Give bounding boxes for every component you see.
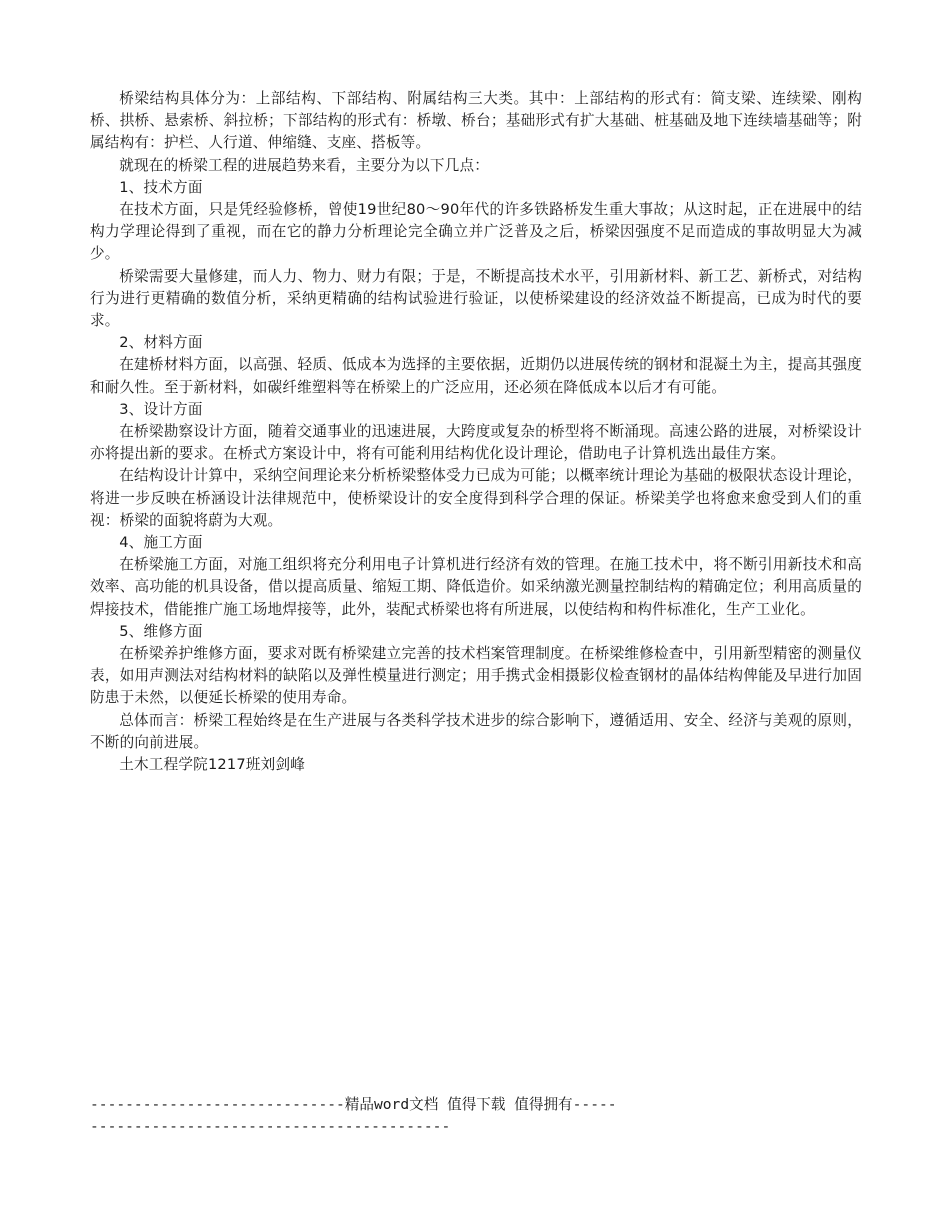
- section-heading-maintenance: 5、维修方面: [119, 622, 203, 640]
- section-heading-design: 3、设计方面: [119, 400, 203, 418]
- paragraph-conclusion: 总体而言：桥梁工程始终是在生产进展与各类科学技术进步的综合影响下，遵循适用、安全、经济与美观的原则，不断的向前进展。: [90, 711, 862, 751]
- document-body: [90, 88, 862, 776]
- paragraph-construction: 在桥梁施工方面，对施工组织将充分利用电子计算机进行经济有效的管理。在施工技术中，将不断引用新技术和高效率、高功能的机具设备，借以提高质量、缩短工期、降低造价。如采纳激光测量控制结构的精确定位；利用高质量的焊接技术，借能推广施工场地焊接等，此外，装配式桥梁也将有所进展，以使结构和构件标准化，生产工业化。: [90, 556, 862, 618]
- section-heading-materials: 2、材料方面: [119, 334, 203, 352]
- section-heading-technology: 1、技术方面: [119, 178, 203, 196]
- paragraph-technology-2: 桥梁需要大量修建，而人力、物力、财力有限；于是，不断提高技术水平，引用新材料、新工艺、新桥式，对结构行为进行更精确的数值分析，采纳更精确的结构试验进行验证，以使桥梁建设的经济效益不断提高，已成为时代的要求。: [90, 267, 862, 330]
- paragraph-trend-intro: 就现在的桥梁工程的进展趋势来看，主要分为以下几点：: [119, 156, 490, 174]
- paragraph-materials: 在建桥材料方面，以高强、轻质、低成本为选择的主要依据，近期仍以进展传统的钢材和混凝土为主，提高其强度和耐久性。至于新材料，如碳纤维塑料等在桥梁上的广泛应用，还必须在降低成本以后才有可能。: [90, 356, 862, 396]
- footer-banner: -----------------------------精品word文档 值得下载 值得拥有----------------------------------------------: [90, 1096, 617, 1135]
- section-heading-construction: 4、施工方面: [119, 534, 203, 552]
- paragraph-design-1: 在桥梁勘察设计方面，随着交通事业的迅速进展，大跨度或复杂的桥型将不断涌现。高速公路的进展，对桥梁设计亦将提出新的要求。在桥式方案设计中，将有可能利用结构优化设计理论，借助电子计算机选出最佳方案。: [90, 423, 862, 463]
- paragraph-design-2: 在结构设计计算中，采纳空间理论来分析桥梁整体受力已成为可能；以概率统计理论为基础的极限状态设计理论，将进一步反映在桥涵设计法律规范中，使桥梁设计的安全度得到科学合理的保证。桥梁美学也将愈来愈受到人们的重视：桥梁的面貌将蔚为大观。: [90, 467, 862, 529]
- paragraph-maintenance: 在桥梁养护维修方面，要求对既有桥梁建立完善的技术档案管理制度。在桥梁维修检查中，引用新型精密的测量仪表，如用声测法对结构材料的缺陷以及弹性模量进行测定；用手携式金相摄影仪检查钢材的晶体结构俾能及早进行加固防患于未然，以便延长桥梁的使用寿命。: [90, 645, 862, 707]
- author-signature-line: 土木工程学院1217班刘剑峰: [119, 756, 306, 774]
- paragraph-overview: 桥梁结构具体分为：上部结构、下部结构、附属结构三大类。其中：上部结构的形式有：简支梁、连续梁、刚构桥、拱桥、悬索桥、斜拉桥；下部结构的形式有：桥墩、桥台；基础形式有扩大基础、桩基础及地下连续墙基础等；附属结构有：护栏、人行道、伸缩缝、支座、搭板等。: [90, 90, 862, 152]
- paragraph-technology-1: 在技术方面，只是凭经验修桥，曾使19世纪80～90年代的许多铁路桥发生重大事故；从这时起，正在进展中的结构力学理论得到了重视，而在它的静力分析理论完全确立并广泛普及之后，桥梁因强度不足而造成的事故明显大为减少。: [90, 201, 862, 263]
